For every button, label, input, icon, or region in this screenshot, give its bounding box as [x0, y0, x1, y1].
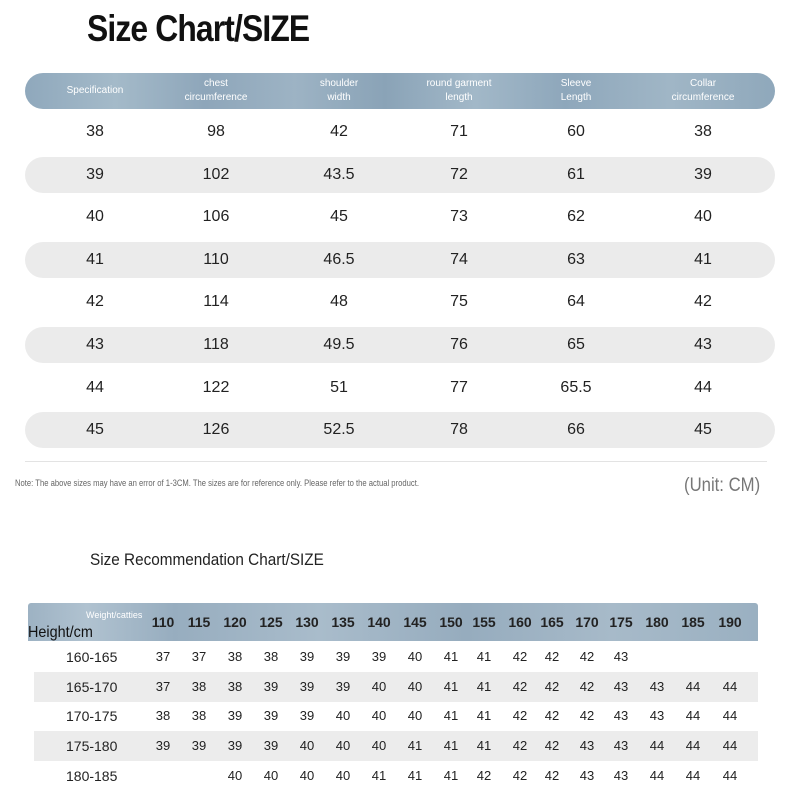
recommended-size-cell: 42 [512, 738, 528, 754]
recommended-size-cell: 42 [544, 738, 560, 754]
recommended-size-cell: 43 [613, 767, 629, 783]
size-table-cell: 42 [694, 293, 712, 311]
recommended-size-cell: 42 [544, 708, 560, 724]
recommended-size-cell [712, 642, 748, 672]
recommended-size-cell: 38 [191, 708, 207, 724]
recommended-size-cell: 40 [299, 738, 315, 754]
size-table-cell: 65 [567, 336, 585, 353]
recommended-size-cell: 43 [579, 738, 595, 754]
recommended-size-cell: 44 [722, 767, 738, 783]
recommended-size-cell: 44 [685, 678, 701, 694]
size-table-cell: 63 [567, 250, 585, 268]
recommended-size-cell: 44 [649, 738, 665, 754]
height-range-cell: 160-165 [66, 649, 118, 665]
size-table-header-cell: chest circumference [184, 78, 248, 103]
weight-axis-label: Weight/catties [86, 610, 143, 620]
recommended-size-cell: 39 [227, 738, 243, 754]
size-table-cell: 106 [202, 208, 230, 226]
size-table-cell: 78 [450, 421, 468, 439]
size-table-cell: 49.5 [323, 336, 355, 353]
size-table-cell: 43 [694, 336, 712, 353]
size-table-cell: 71 [450, 123, 468, 140]
size-table-cell: 39 [694, 165, 712, 183]
recommended-size-cell: 39 [191, 738, 207, 754]
weight-header-cell: 165 [540, 614, 564, 630]
size-table-cell: 77 [450, 378, 468, 396]
size-table-cell: 73 [450, 208, 468, 226]
recommended-size-cell: 40 [371, 738, 387, 754]
recommended-size-cell: 41 [443, 649, 459, 664]
recommended-size-cell [181, 761, 217, 791]
size-table-cell: 45 [86, 421, 104, 439]
recommended-size-cell: 38 [191, 678, 207, 694]
unit-label: (Unit: CM) [684, 475, 761, 496]
recommended-size-cell: 41 [371, 767, 387, 783]
size-table-cell: 102 [202, 165, 230, 183]
size-table-header-cell: Specification [66, 85, 124, 96]
recommended-size-cell [639, 642, 675, 672]
recommended-size-cell: 40 [335, 767, 351, 783]
recommended-size-cell: 44 [685, 767, 701, 783]
recommended-size-cell: 40 [263, 767, 279, 783]
size-table-cell: 40 [86, 208, 104, 226]
size-table-cell: 42 [86, 293, 104, 311]
recommended-size-cell: 42 [544, 678, 560, 694]
recommended-size-cell: 42 [512, 678, 528, 694]
page-title: Size Chart/SIZE [87, 8, 310, 49]
recommended-size-cell [145, 761, 181, 791]
recommended-size-cell: 42 [512, 767, 528, 783]
size-table-cell: 118 [203, 336, 229, 353]
size-table-cell: 74 [450, 250, 468, 268]
recommended-size-cell: 42 [544, 767, 560, 783]
recommended-size-cell: 38 [227, 649, 243, 664]
recommended-size-cell: 40 [407, 678, 423, 694]
weight-header-cell: 155 [472, 614, 496, 630]
recommended-size-cell: 41 [407, 767, 423, 783]
size-table-row [25, 370, 775, 406]
weight-header-cell: 185 [681, 614, 705, 630]
recommended-size-cell: 44 [722, 708, 738, 724]
size-table-row [25, 199, 775, 235]
size-table-cell: 60 [567, 123, 585, 140]
size-table-cell: 45 [330, 208, 348, 226]
weight-header-cell: 145 [403, 614, 427, 630]
size-table-cell: 42 [330, 123, 348, 140]
size-table-cell: 62 [567, 208, 585, 226]
recommended-size-cell: 40 [335, 738, 351, 754]
size-table-row [25, 157, 775, 193]
recommended-size-cell: 37 [155, 678, 171, 694]
recommended-size-cell: 42 [512, 649, 528, 664]
size-table-cell: 43 [86, 336, 104, 353]
recommended-size-cell: 39 [299, 708, 315, 724]
size-table-cell: 65.5 [560, 378, 592, 396]
size-table-header-cell: Collar circumference [671, 78, 735, 103]
recommended-size-cell: 43 [613, 678, 629, 694]
recommended-size-cell: 37 [155, 649, 171, 664]
size-table-cell: 52.5 [323, 421, 355, 439]
recommended-size-cell: 37 [191, 649, 207, 664]
recommended-size-cell: 41 [476, 738, 492, 754]
size-table-cell: 66 [567, 421, 585, 439]
recommended-size-cell: 43 [613, 649, 629, 664]
size-table-cell: 114 [203, 293, 229, 311]
recommended-size-cell: 40 [407, 649, 423, 664]
recommendation-title: Size Recommendation Chart/SIZE [90, 550, 324, 569]
recommended-size-cell: 44 [685, 738, 701, 754]
recommended-size-cell: 43 [613, 738, 629, 754]
recommended-size-cell: 43 [579, 767, 595, 783]
recommended-size-cell: 40 [371, 708, 387, 724]
recommended-size-cell: 40 [335, 708, 351, 724]
recommended-size-cell: 38 [155, 708, 171, 724]
size-table-cell: 46.5 [323, 250, 355, 268]
size-table-cell: 51 [330, 378, 348, 396]
recommended-size-cell: 42 [476, 767, 492, 783]
size-table-cell: 44 [86, 378, 104, 396]
size-table-row [25, 412, 775, 448]
size-table-row [25, 242, 775, 278]
recommended-size-cell: 44 [722, 738, 738, 754]
weight-header-cell: 135 [331, 614, 355, 630]
recommended-size-cell: 41 [476, 678, 492, 694]
recommended-size-cell: 42 [579, 649, 595, 664]
size-table-cell: 41 [694, 250, 712, 268]
recommended-size-cell: 43 [649, 708, 665, 724]
recommended-size-cell: 44 [722, 678, 738, 694]
size-table-cell: 38 [694, 123, 712, 140]
recommended-size-cell: 41 [443, 678, 459, 694]
divider [25, 461, 767, 462]
recommended-size-cell: 43 [649, 678, 665, 694]
recommended-size-cell: 39 [299, 649, 315, 664]
weight-header-cell: 150 [439, 614, 463, 630]
size-table-cell: 44 [694, 378, 712, 396]
size-table-cell: 126 [202, 421, 230, 439]
size-table-cell: 110 [203, 250, 229, 268]
recommended-size-cell: 42 [579, 708, 595, 724]
recommended-size-cell: 39 [155, 738, 171, 754]
size-table-cell: 64 [567, 293, 585, 311]
size-table-cell: 72 [450, 165, 468, 183]
recommended-size-cell: 40 [299, 767, 315, 783]
recommended-size-cell: 39 [299, 678, 315, 694]
recommended-size-cell: 42 [544, 649, 560, 664]
size-table-header-cell: shoulder width [319, 78, 359, 103]
size-table-row [25, 327, 775, 363]
recommended-size-cell: 42 [579, 678, 595, 694]
recommended-size-cell: 42 [512, 708, 528, 724]
weight-header-cell: 160 [508, 614, 532, 630]
size-table-cell: 75 [450, 293, 468, 311]
size-table-header-cell: round garment length [426, 78, 492, 103]
recommended-size-cell: 39 [263, 708, 279, 724]
weight-header-cell: 175 [609, 614, 633, 630]
weight-header-cell: 115 [187, 614, 211, 630]
weight-header-cell: 170 [575, 614, 599, 630]
recommended-size-cell: 41 [407, 738, 423, 754]
recommended-size-cell: 38 [263, 649, 279, 664]
recommended-size-cell: 44 [649, 767, 665, 783]
size-table-cell: 40 [694, 208, 712, 226]
recommended-size-cell: 41 [443, 738, 459, 754]
size-table-cell: 48 [330, 293, 348, 311]
recommended-size-cell: 40 [371, 678, 387, 694]
height-range-cell: 175-180 [66, 738, 118, 755]
weight-header-cell: 180 [645, 614, 669, 630]
recommended-size-cell: 41 [476, 649, 492, 664]
size-table-cell: 122 [202, 378, 230, 396]
weight-header-cell: 110 [151, 614, 175, 630]
recommended-size-cell: 44 [685, 708, 701, 724]
size-table-row [25, 114, 775, 150]
size-note: Note: The above sizes may have an error of 1-3CM. The sizes are for reference only. Please refer to the actual product. [15, 478, 419, 488]
recommended-size-cell: 40 [407, 708, 423, 724]
weight-header-cell: 120 [223, 614, 247, 630]
size-table-cell: 61 [567, 165, 585, 183]
recommended-size-cell: 40 [227, 767, 243, 783]
recommended-size-cell: 43 [613, 708, 629, 724]
size-table-cell: 45 [694, 421, 712, 439]
recommended-size-cell: 39 [371, 649, 387, 664]
size-table-cell: 38 [86, 123, 104, 140]
recommended-size-cell: 41 [443, 767, 459, 783]
recommended-size-cell: 41 [443, 708, 459, 724]
size-table-cell: 98 [207, 123, 225, 140]
height-range-cell: 170-175 [66, 708, 118, 725]
recommended-size-cell: 39 [227, 708, 243, 724]
size-table-cell: 39 [86, 165, 104, 183]
size-table-cell: 41 [86, 250, 104, 268]
weight-header-cell: 125 [259, 614, 283, 630]
recommended-size-cell: 39 [335, 678, 351, 694]
weight-header-cell: 190 [718, 614, 742, 630]
recommended-size-cell: 39 [263, 678, 279, 694]
size-table-header-cell: Sleeve Length [560, 78, 592, 103]
height-axis-label: Height/cm [28, 624, 93, 641]
height-range-cell: 165-170 [66, 678, 118, 695]
recommended-size-cell: 38 [227, 678, 243, 694]
size-table-cell: 76 [450, 336, 468, 353]
recommended-size-cell [675, 642, 711, 672]
weight-header-cell: 130 [295, 614, 319, 630]
recommended-size-cell: 39 [263, 738, 279, 754]
size-table-cell: 43.5 [323, 165, 355, 183]
weight-header-cell: 140 [367, 614, 391, 630]
size-table-header [25, 73, 775, 109]
recommended-size-cell: 39 [335, 649, 351, 664]
size-table-row [25, 284, 775, 320]
recommended-size-cell: 41 [476, 708, 492, 724]
height-range-cell: 180-185 [66, 767, 118, 784]
